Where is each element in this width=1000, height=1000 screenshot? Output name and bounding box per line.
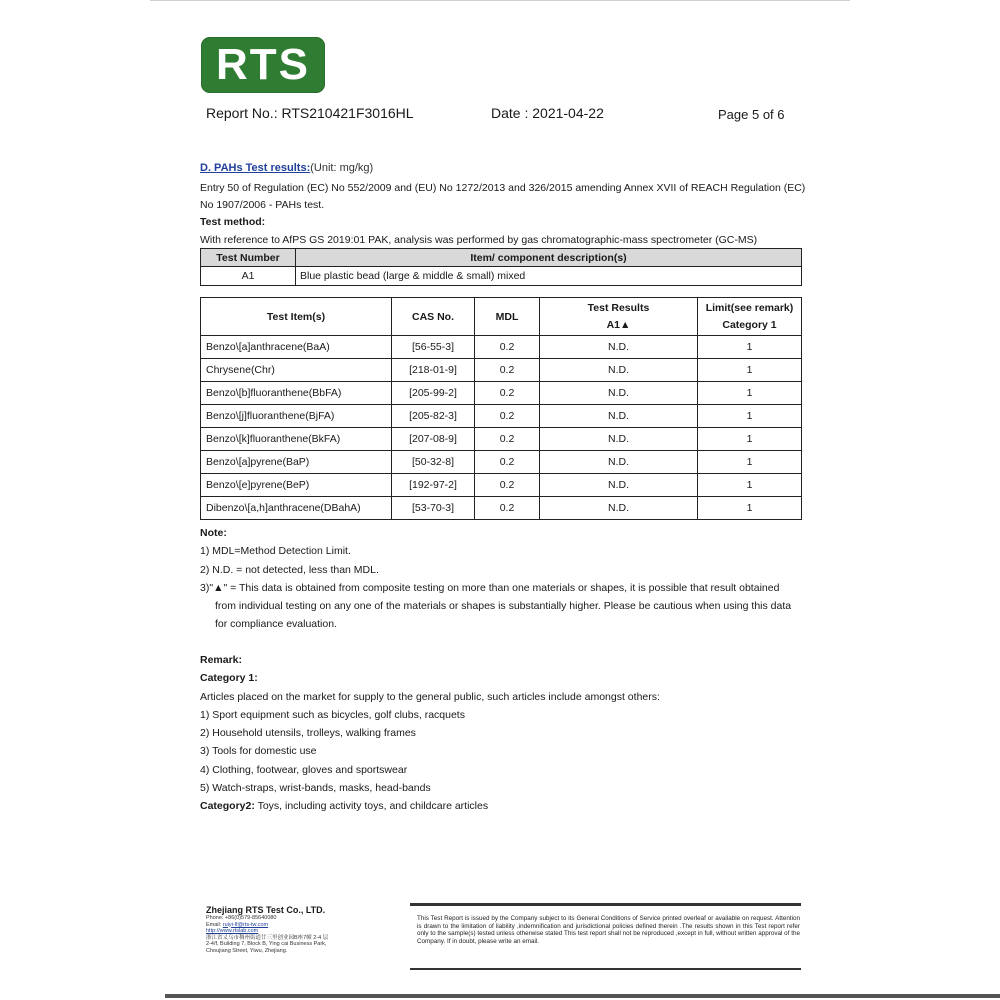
result-value: N.D. xyxy=(540,451,698,474)
component-table xyxy=(200,248,802,286)
mdl-value: 0.2 xyxy=(475,382,540,405)
email-label: Email: xyxy=(206,921,223,928)
company-info xyxy=(206,905,328,954)
mdl-value: 0.2 xyxy=(475,359,540,382)
disclaimer-text: This Test Report is issued by the Company subject to its General Conditions of Service printed overleaf or available on request. Attention is drawn to the limitation of liability ,indemnification and jurisdictional policies defined therein .The results shown in this Test report refer only to the sample(s) tested unless otherwise stated This test report shall not be reproduced ,except in full, without written approval of the Company. If in doubt, please write an email. xyxy=(417,915,800,945)
note-3-line-1: 3)"▲" = This data is obtained from composite testing on more than one materials or shapes, it is possible that result obtained xyxy=(200,581,780,594)
remark-label: Remark: xyxy=(200,654,243,666)
category-1-label: Category 1: xyxy=(200,672,258,685)
header-limit xyxy=(698,298,802,336)
component-header-description: Item/ component description(s) xyxy=(296,249,802,267)
table-row xyxy=(201,497,802,520)
company-name: Zhejiang RTS Test Co., LTD. xyxy=(206,905,326,915)
company-website-link[interactable]: http://www.rtslab.com xyxy=(206,928,259,934)
header-mdl: MDL xyxy=(475,298,540,336)
disclaimer-bottom-rule xyxy=(410,968,801,970)
note-3-line-2: from individual testing on any one of the materials or shapes is substantially higher. Please be cautious when using this data xyxy=(215,600,792,613)
company-address-chinese: 浙江省义乌市稠州街道廿三里创业园B座7幢 2-4 层 xyxy=(206,934,329,941)
mdl-value: 0.2 xyxy=(475,336,540,359)
category-2-label: Category2: xyxy=(200,800,255,813)
section-heading xyxy=(200,162,373,174)
report-number: Report No.: RTS210421F3016HL xyxy=(206,105,414,121)
cas-number: [56-55-3] xyxy=(392,336,475,359)
table-row xyxy=(201,451,802,474)
table-row xyxy=(201,428,802,451)
page-number: Page 5 of 6 xyxy=(718,107,785,122)
test-item-name: Benzo\[b]fluoranthene(BbFA) xyxy=(201,382,392,405)
component-description: Blue plastic bead (large & middle & small) mixed xyxy=(296,267,802,286)
result-value: N.D. xyxy=(540,359,698,382)
component-header-row xyxy=(201,249,802,267)
component-number: A1 xyxy=(201,267,296,286)
mdl-value: 0.2 xyxy=(475,451,540,474)
note-3-line-3: for compliance evaluation. xyxy=(215,618,337,631)
pahs-results-table xyxy=(200,297,802,520)
top-divider xyxy=(150,0,850,1)
header-limit-label: Limit(see remark) xyxy=(705,302,794,314)
result-value: N.D. xyxy=(540,382,698,405)
logo-text: RTS xyxy=(216,40,310,89)
cas-number: [50-32-8] xyxy=(392,451,475,474)
remark-section xyxy=(200,651,660,816)
test-item-name: Benzo\[a]pyrene(BaP) xyxy=(201,451,392,474)
disclaimer-top-rule xyxy=(410,903,801,906)
remark-item: 2) Household utensils, trolleys, walking frames xyxy=(200,727,416,740)
test-item-name: Chrysene(Chr) xyxy=(201,359,392,382)
category-2-text: Toys, including activity toys, and childcare articles xyxy=(254,800,489,813)
test-item-name: Dibenzo\[a,h]anthracene(DBahA) xyxy=(201,497,392,520)
limit-value: 1 xyxy=(698,359,802,382)
section-title: D. PAHs Test results: xyxy=(200,162,311,174)
test-method-label: Test method: xyxy=(200,216,266,228)
remark-item: 1) Sport equipment such as bicycles, golf clubs, racquets xyxy=(200,708,465,721)
result-value: N.D. xyxy=(540,405,698,428)
cas-number: [218-01-9] xyxy=(392,359,475,382)
cas-number: [205-82-3] xyxy=(392,405,475,428)
remark-item: 3) Tools for domestic use xyxy=(200,745,317,758)
header-test-results xyxy=(540,298,698,336)
category-1-intro: Articles placed on the market for supply to the general public, such articles include amongst others: xyxy=(200,690,660,703)
cas-number: [205-99-2] xyxy=(392,382,475,405)
test-item-name: Benzo\[j]fluoranthene(BjFA) xyxy=(201,405,392,428)
table-row xyxy=(201,405,802,428)
test-item-name: Benzo\[a]anthracene(BaA) xyxy=(201,336,392,359)
rts-logo xyxy=(201,37,325,93)
cas-number: [53-70-3] xyxy=(392,497,475,520)
limit-value: 1 xyxy=(698,474,802,497)
company-address-line-1: 2-4/f, Building 7, Block B, Ying cai Business Park, xyxy=(206,941,327,947)
header-test-results-label: Test Results xyxy=(587,302,650,314)
bottom-divider xyxy=(165,994,1000,998)
section-unit: (Unit: mg/kg) xyxy=(310,162,374,174)
header-cas-no: CAS No. xyxy=(392,298,475,336)
remark-item: 4) Clothing, footwear, gloves and sportswear xyxy=(200,763,408,776)
report-date: Date : 2021-04-22 xyxy=(491,105,604,121)
limit-value: 1 xyxy=(698,382,802,405)
mdl-value: 0.2 xyxy=(475,497,540,520)
limit-value: 1 xyxy=(698,405,802,428)
category-2-line xyxy=(200,797,660,815)
result-value: N.D. xyxy=(540,336,698,359)
limit-value: 1 xyxy=(698,497,802,520)
results-header-row xyxy=(201,298,802,336)
table-row xyxy=(201,336,802,359)
header-limit-category: Category 1 xyxy=(722,319,777,331)
test-item-name: Benzo\[e]pyrene(BeP) xyxy=(201,474,392,497)
cas-number: [192-97-2] xyxy=(392,474,475,497)
limit-value: 1 xyxy=(698,336,802,359)
result-value: N.D. xyxy=(540,497,698,520)
regulation-line-1: Entry 50 of Regulation (EC) No 552/2009 and (EU) No 1272/2013 and 326/2015 amending Annex XVII of REACH Regulation (EC) xyxy=(200,182,806,194)
company-phone: Phone: +86(0)579-85640080 xyxy=(206,915,277,921)
mdl-value: 0.2 xyxy=(475,474,540,497)
table-row xyxy=(201,474,802,497)
note-1: 1) MDL=Method Detection Limit. xyxy=(200,545,351,558)
company-address-line-2: Choujiang Street, Yiwu, Zhejiang. xyxy=(206,947,288,954)
mdl-value: 0.2 xyxy=(475,428,540,451)
mdl-value: 0.2 xyxy=(475,405,540,428)
test-method-text: With reference to AfPS GS 2019:01 PAK, analysis was performed by gas chromatographic-mass spectrometer (GC-MS) xyxy=(200,234,758,246)
table-row xyxy=(201,382,802,405)
remark-item: 5) Watch-straps, wrist-bands, masks, head-bands xyxy=(200,782,431,795)
limit-value: 1 xyxy=(698,451,802,474)
note-2: 2) N.D. = not detected, less than MDL. xyxy=(200,563,379,576)
result-value: N.D. xyxy=(540,428,698,451)
component-row xyxy=(201,267,802,286)
notes-label: Note: xyxy=(200,527,227,539)
cas-number: [207-08-9] xyxy=(392,428,475,451)
limit-value: 1 xyxy=(698,428,802,451)
notes-section xyxy=(200,524,791,634)
company-email-link[interactable]: ruiyi-lf@rts-tw.com xyxy=(222,921,269,928)
result-value: N.D. xyxy=(540,474,698,497)
test-item-name: Benzo\[k]fluoranthene(BkFA) xyxy=(201,428,392,451)
header-test-item: Test Item(s) xyxy=(201,298,392,336)
header-sample-a1: A1▲ xyxy=(606,319,631,331)
table-row xyxy=(201,359,802,382)
regulation-line-2: No 1907/2006 - PAHs test. xyxy=(200,199,325,211)
component-header-number: Test Number xyxy=(201,249,296,267)
